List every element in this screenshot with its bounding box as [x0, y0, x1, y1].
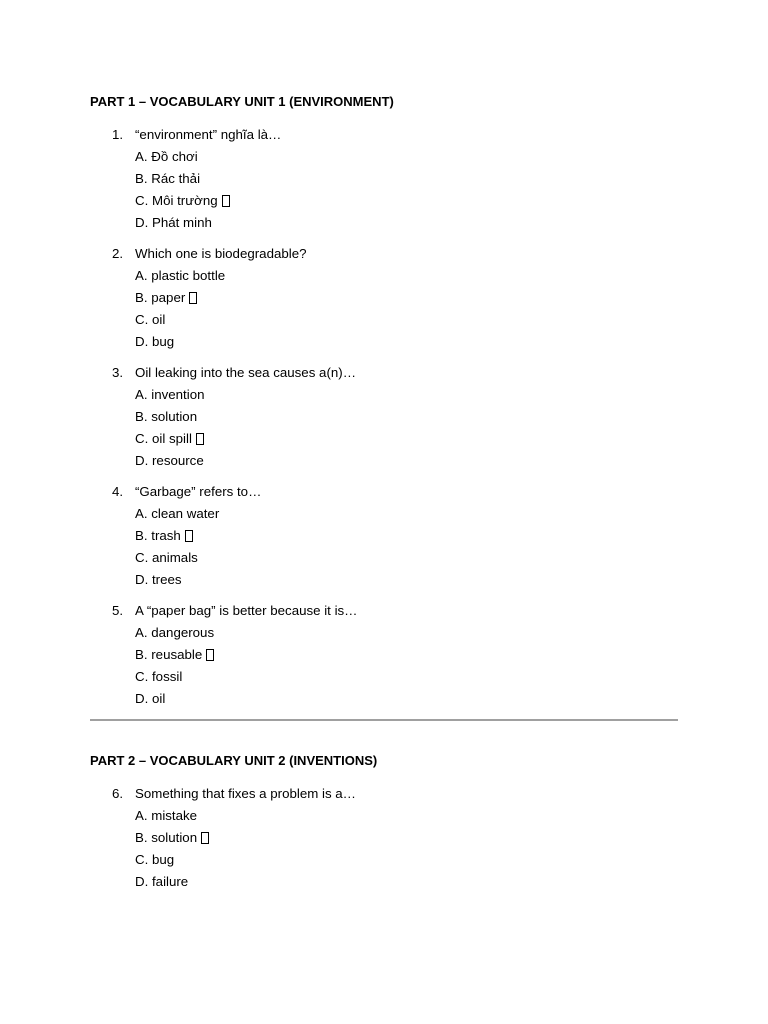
answer-option-label: C. fossil — [135, 669, 183, 684]
answer-option-label: D. bug — [135, 334, 175, 349]
answer-option — [135, 873, 188, 891]
question-text: Something that fixes a problem is a… — [135, 786, 356, 801]
question-number: 4. — [112, 484, 124, 499]
answer-option — [135, 430, 204, 448]
answer-option-label: A. dangerous — [135, 625, 215, 640]
answer-option-label: D. oil — [135, 691, 166, 706]
answer-option — [135, 527, 193, 545]
section-divider — [90, 719, 678, 721]
answer-option — [135, 289, 197, 307]
answer-option-label: A. mistake — [135, 808, 198, 823]
question-text: A “paper bag” is better because it is… — [135, 603, 358, 618]
question-text: Oil leaking into the sea causes a(n)… — [135, 365, 356, 380]
question-number: 3. — [112, 365, 124, 380]
answer-option — [135, 386, 204, 404]
question-number: 2. — [112, 246, 124, 261]
answer-option-label: A. invention — [135, 387, 205, 402]
answer-option-label: C. animals — [135, 550, 198, 565]
answer-option-label: C. bug — [135, 852, 175, 867]
correct-answer-box-icon — [222, 195, 230, 207]
answer-option — [135, 148, 198, 166]
answer-option-label: C. oil — [135, 312, 166, 327]
correct-answer-box-icon — [196, 433, 204, 445]
answer-option-label: A. plastic bottle — [135, 268, 226, 283]
answer-option-label: D. Phát minh — [135, 215, 212, 230]
answer-option — [135, 408, 197, 426]
answer-option-label: D. failure — [135, 874, 189, 889]
correct-answer-box-icon — [185, 530, 193, 542]
answer-option — [135, 646, 214, 664]
answer-option — [135, 192, 230, 210]
question-number: 1. — [112, 127, 124, 142]
correct-answer-box-icon — [189, 292, 197, 304]
part-2-title: PART 2 – VOCABULARY UNIT 2 (INVENTIONS) — [90, 753, 378, 768]
answer-option — [135, 452, 204, 470]
answer-option-label: D. trees — [135, 572, 182, 587]
answer-option — [135, 214, 212, 232]
answer-option — [135, 170, 200, 188]
answer-option-label: D. resource — [135, 453, 204, 468]
question-text: “Garbage” refers to… — [135, 484, 262, 499]
question-text: “environment” nghĩa là… — [135, 127, 282, 142]
part-1-title: PART 1 – VOCABULARY UNIT 1 (ENVIRONMENT) — [90, 94, 394, 109]
answer-option-label: B. Rác thải — [135, 171, 201, 186]
answer-option — [135, 690, 165, 708]
answer-option-label: B. paper — [135, 290, 186, 305]
correct-answer-box-icon — [206, 649, 214, 661]
question-text: Which one is biodegradable? — [135, 246, 307, 261]
question-number: 5. — [112, 603, 124, 618]
answer-option-label: B. trash — [135, 528, 181, 543]
answer-option-label: B. reusable — [135, 647, 203, 662]
answer-option-label: C. Môi trường — [135, 193, 218, 208]
answer-option-label: B. solution — [135, 830, 198, 845]
answer-option — [135, 505, 219, 523]
answer-option — [135, 571, 182, 589]
answer-option — [135, 311, 165, 329]
question-number: 6. — [112, 786, 124, 801]
correct-answer-box-icon — [201, 832, 209, 844]
answer-option — [135, 267, 225, 285]
answer-option-label: C. oil spill — [135, 431, 192, 446]
answer-option — [135, 624, 214, 642]
answer-option-label: A. Đồ chơi — [135, 149, 198, 164]
answer-option — [135, 333, 174, 351]
answer-option-label: A. clean water — [135, 506, 220, 521]
answer-option — [135, 549, 198, 567]
answer-option-label: B. solution — [135, 409, 198, 424]
answer-option — [135, 668, 182, 686]
answer-option — [135, 829, 209, 847]
answer-option — [135, 807, 197, 825]
answer-option — [135, 851, 174, 869]
